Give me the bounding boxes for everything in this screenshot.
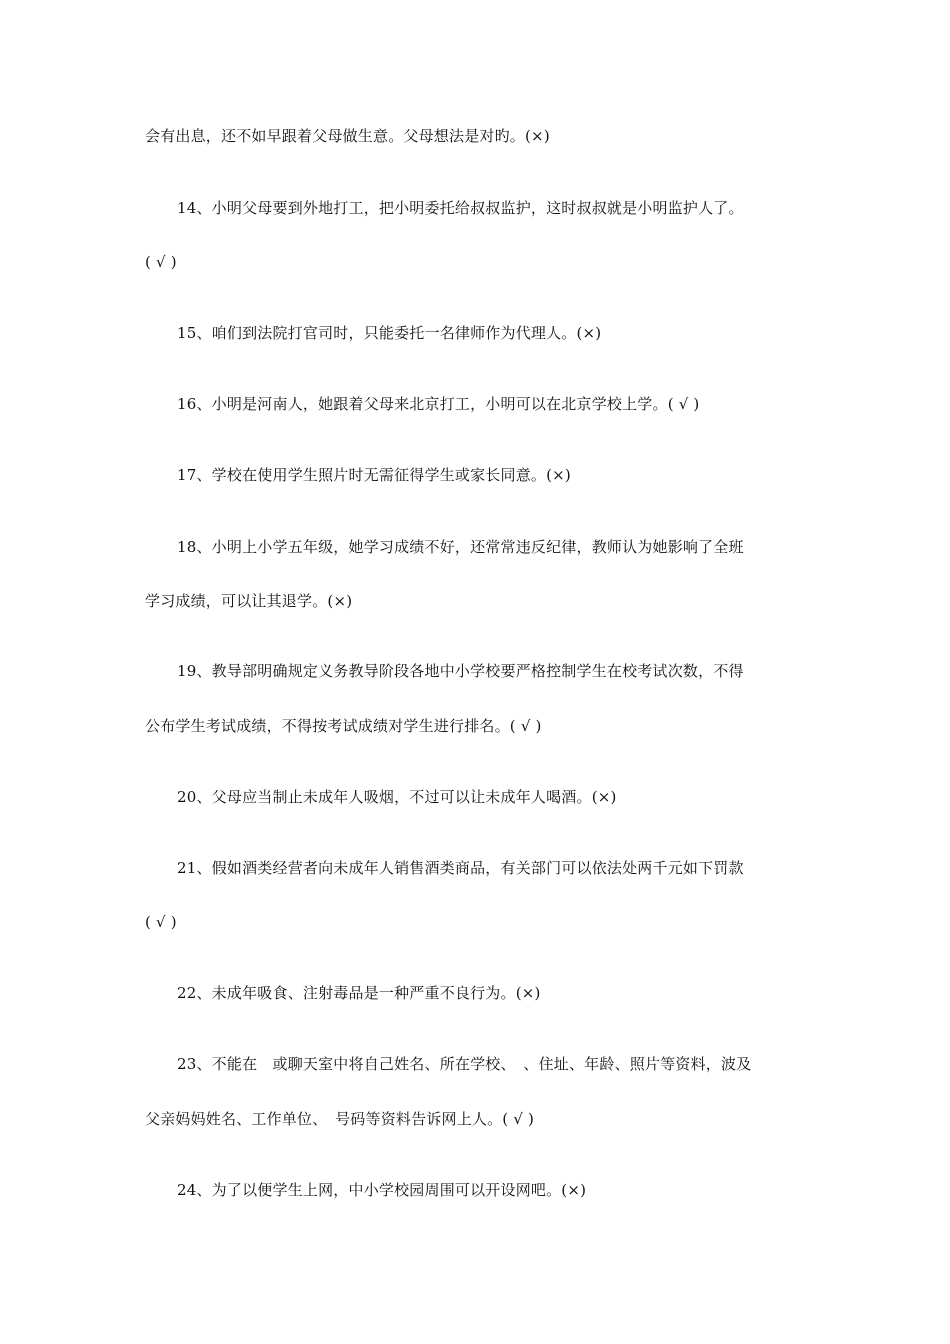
question-22: 22、未成年吸食、注射毒品是一种严重不良行为。(×): [177, 984, 541, 1002]
question-24: 24、为了以便学生上网，中小学校园周围可以开设网吧。(×): [177, 1181, 587, 1199]
text-line: 学习成绩，可以让其退学。(×): [145, 592, 353, 610]
question-14: 14、小明父母要到外地打工，把小明委托给叔叔监护，这时叔叔就是小明监护人了。: [177, 199, 744, 217]
question-21: 21、假如酒类经营者向未成年人销售酒类商品，有关部门可以依法处两千元如下罚款: [177, 859, 744, 877]
answer-line: ( √ ): [145, 253, 177, 271]
text-line: 公布学生考试成绩，不得按考试成绩对学生进行排名。( √ ): [145, 717, 542, 735]
question-23: 23、不能在 或聊天室中将自己姓名、所在学校、 、住址、年龄、照片等资料，波及: [177, 1055, 752, 1073]
question-20: 20、父母应当制止未成年人吸烟，不过可以让未成年人喝酒。(×): [177, 788, 617, 806]
question-19: 19、教导部明确规定义务教导阶段各地中小学校要严格控制学生在校考试次数，不得: [177, 662, 744, 680]
question-17: 17、学校在使用学生照片时无需征得学生或家长同意。(×): [177, 466, 571, 484]
question-15: 15、咱们到法院打官司时，只能委托一名律师作为代理人。(×): [177, 324, 602, 342]
question-18: 18、小明上小学五年级，她学习成绩不好，还常常违反纪律，教师认为她影响了全班: [177, 538, 744, 556]
answer-line: ( √ ): [145, 913, 177, 931]
text-line: 父亲妈妈姓名、工作单位、 号码等资料告诉网上人。( √ ): [145, 1110, 535, 1128]
text-line: 会有出息，还不如早跟着父母做生意。父母想法是对旳。(×): [145, 127, 550, 145]
question-16: 16、小明是河南人，她跟着父母来北京打工，小明可以在北京学校上学。( √ ): [177, 395, 700, 413]
